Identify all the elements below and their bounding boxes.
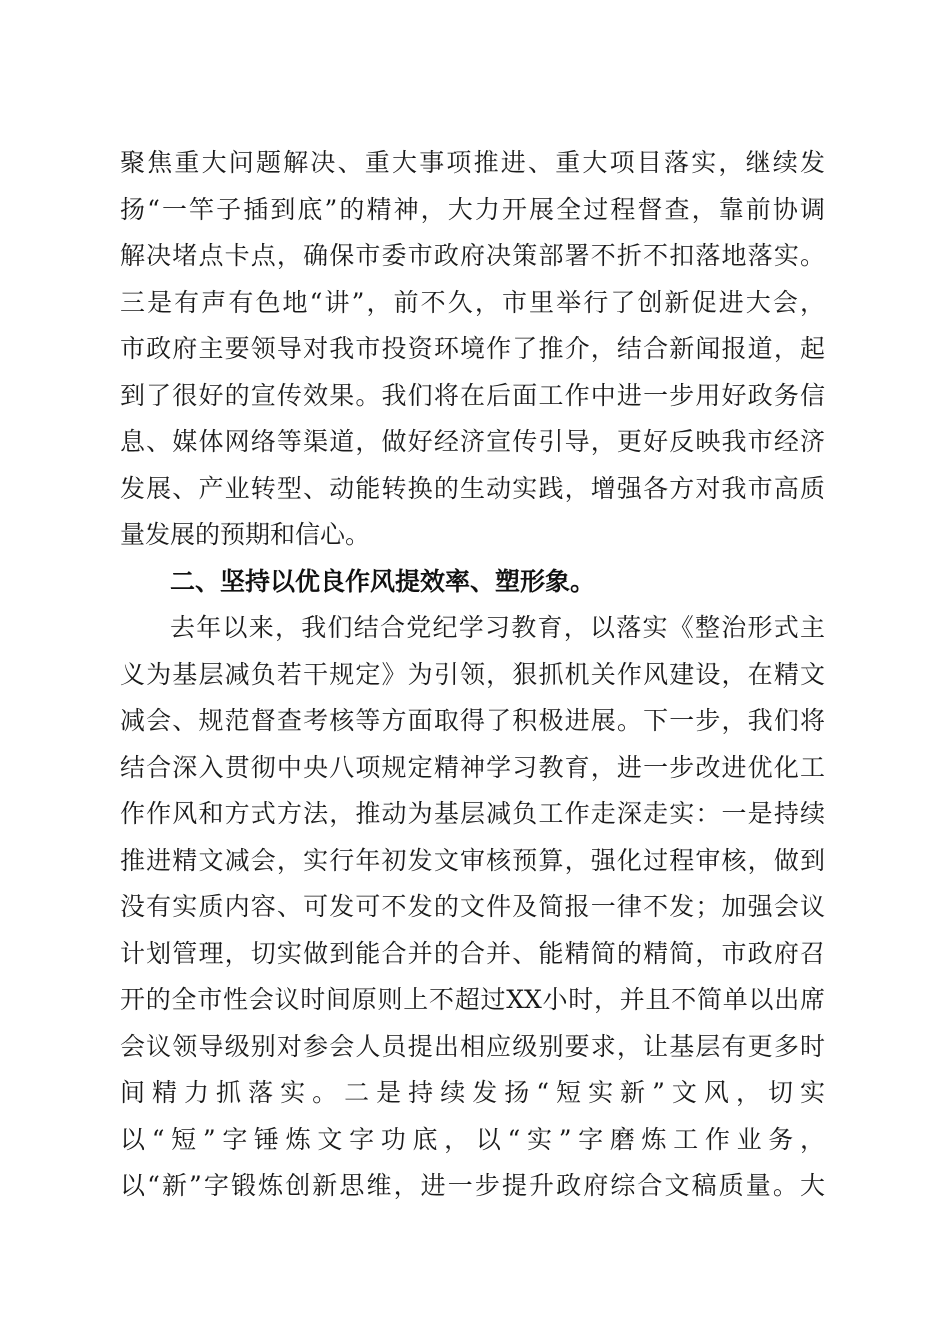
text-line: 间精力抓落实。二是持续发扬“短实新”文风，切实 [120, 1078, 825, 1107]
text-line: 义为基层减负若干规定》为引领，狠抓机关作风建设，在精文 [120, 659, 825, 689]
body-text [120, 140, 825, 1210]
text-line: 量发展的预期和信心。 [120, 520, 371, 549]
text-line: 市政府主要领导对我市投资环境作了推介，结合新闻报道，起 [120, 334, 825, 363]
text-line: 结合深入贯彻中央八项规定精神学习教育，进一步改进优化工 [120, 752, 825, 782]
text-line: 没有实质内容、可发可不发的文件及简报一律不发；加强会议 [120, 892, 825, 921]
text-line: 会议领导级别对参会人员提出相应级别要求，让基层有更多时 [120, 1031, 825, 1061]
text-line: 作作风和方式方法，推动为基层减负工作走深走实：一是持续 [120, 799, 825, 828]
text-line: 以“短”字锤炼文字功底，以“实”字磨炼工作业务， [120, 1124, 825, 1154]
text-line: 扬“一竿子插到底”的精神，大力开展全过程督查，靠前协调 [120, 194, 825, 224]
text-line: 息、媒体网络等渠道，做好经济宣传引导，更好反映我市经济 [120, 427, 825, 456]
text-line: 三是有声有色地“讲”，前不久，市里举行了创新促进大会， [120, 287, 825, 317]
text-line: 解决堵点卡点，确保市委市政府决策部署不折不扣落地落实。 [120, 241, 825, 270]
text-line: 以“新”字锻炼创新思维，进一步提升政府综合文稿质量。大 [120, 1171, 825, 1200]
paragraph-first-line: 去年以来，我们结合党纪学习教育，以落实《整治形式主 [170, 613, 825, 642]
text-line: 计划管理，切实做到能合并的合并、能精简的精简，市政府召 [120, 938, 825, 968]
text-line: 到了很好的宣传效果。我们将在后面工作中进一步用好政务信 [120, 380, 825, 410]
text-line: 聚焦重大问题解决、重大事项推进、重大项目落实，继续发 [120, 148, 825, 177]
text-line: 减会、规范督查考核等方面取得了积极进展。下一步，我们将 [120, 706, 825, 735]
text-line: 发展、产业转型、动能转换的生动实践，增强各方对我市高质 [120, 473, 825, 503]
text-line: 开的全市性会议时间原则上不超过XX小时，并且不简单以出席 [120, 985, 825, 1014]
text-line: 推进精文减会，实行年初发文审核预算，强化过程审核，做到 [120, 845, 825, 875]
section-heading: 二、坚持以优良作风提效率、塑形象。 [170, 566, 596, 596]
